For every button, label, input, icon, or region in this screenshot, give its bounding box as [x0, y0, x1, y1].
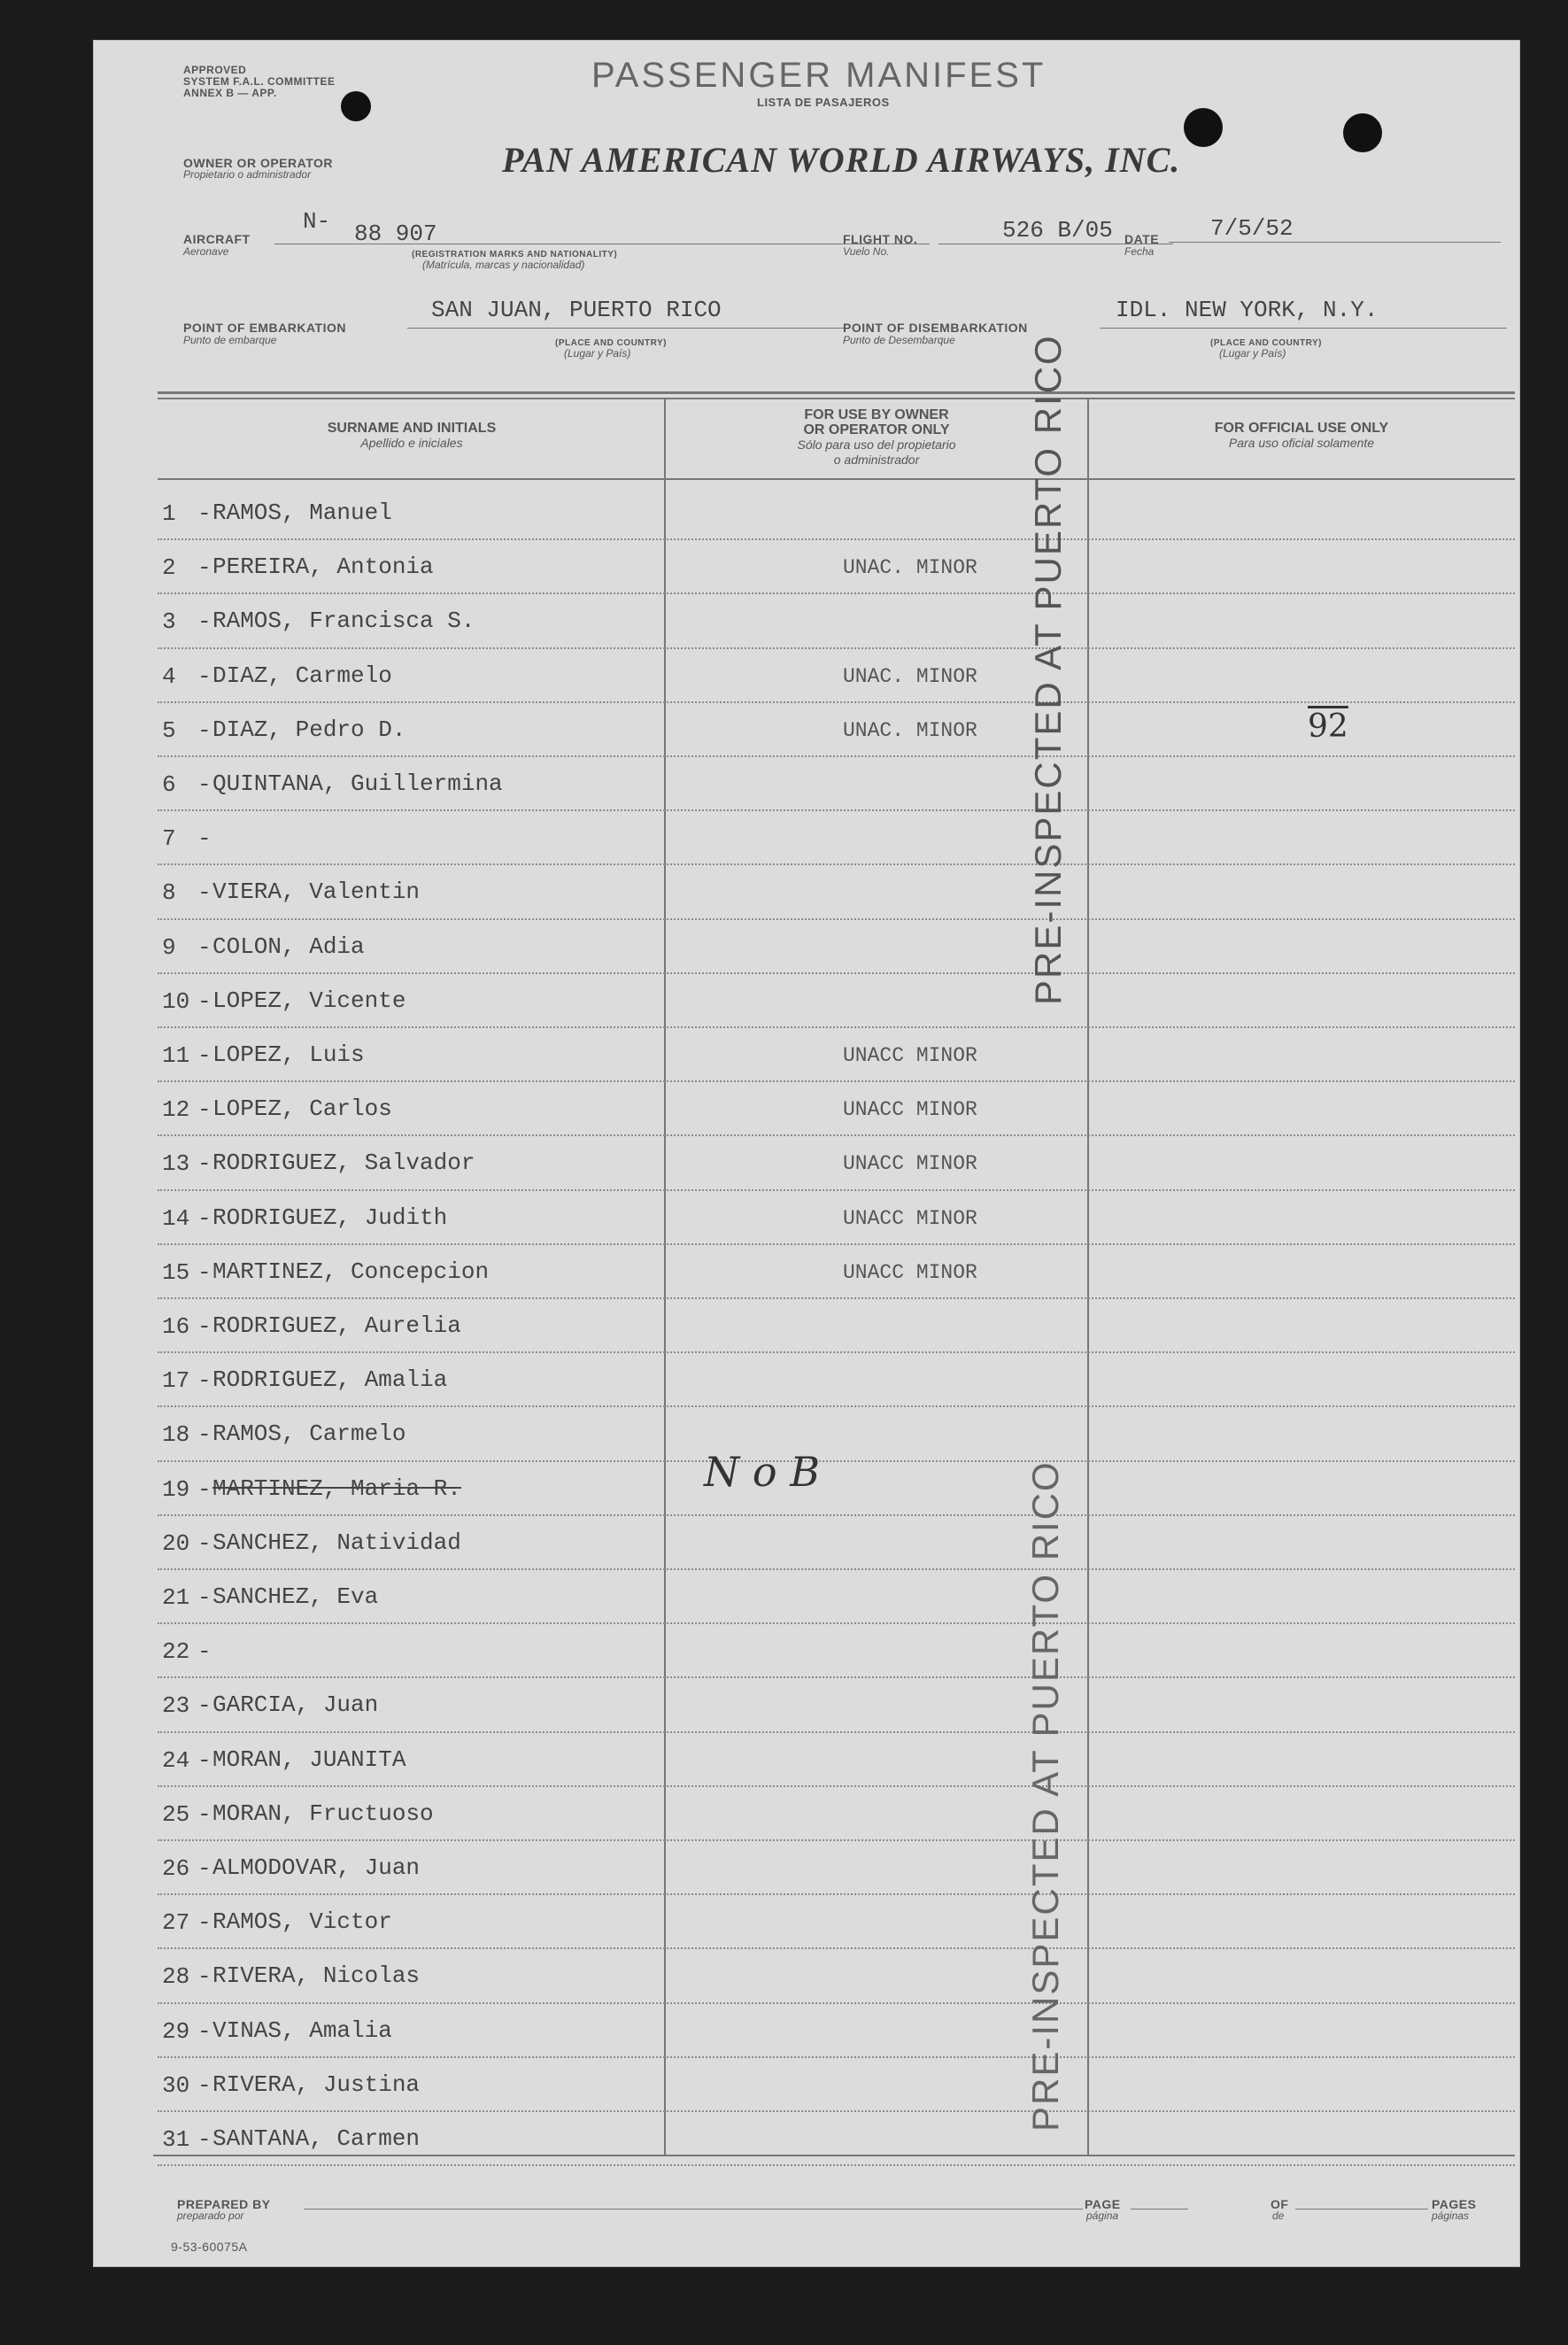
passenger-name: LOPEZ, Luis: [212, 1041, 365, 1068]
passenger-name: GARCIA, Juan: [212, 1691, 379, 1719]
passenger-name: RIVERA, Nicolas: [212, 1962, 421, 1990]
operator-note: UNACC MINOR: [843, 1098, 977, 1122]
passenger-name: RAMOS, Manuel: [212, 499, 392, 526]
table-row: [93, 1517, 1520, 1571]
table-row: [93, 866, 1520, 920]
row-number: 20: [162, 1529, 190, 1557]
row-rule: [158, 755, 1515, 757]
operator-note: UNACC MINOR: [843, 1152, 977, 1176]
owner-label: OWNER OR OPERATOR: [183, 156, 333, 170]
flight-label-es: Vuelo No.: [843, 245, 890, 258]
passenger-name: QUINTANA, Guillermina: [212, 770, 503, 797]
header-bottom-rule: [158, 478, 1515, 480]
page-label-es: página: [1086, 2210, 1119, 2222]
embark-line: [407, 328, 850, 329]
aircraft-label-es: Aeronave: [183, 245, 229, 258]
date-value: 7/5/52: [1210, 215, 1294, 242]
row-rule: [158, 1839, 1515, 1841]
row-number: 6: [162, 771, 176, 798]
approved-line-1: APPROVED: [183, 64, 247, 76]
row-dash: -: [197, 1150, 212, 1178]
passenger-name: RODRIGUEZ, Judith: [212, 1203, 448, 1231]
operator-note: UNAC. MINOR: [843, 664, 977, 688]
row-rule: [158, 1080, 1515, 1082]
passenger-name: MORAN, Fructuoso: [212, 1799, 434, 1827]
approved-line-3: ANNEX B — APP.: [183, 87, 277, 99]
pages-label-es: páginas: [1432, 2210, 1470, 2222]
row-number: 13: [162, 1150, 190, 1178]
row-number: 28: [162, 1963, 190, 1991]
flight-value: 526 B/05: [1002, 217, 1113, 244]
approved-block: [183, 65, 336, 99]
row-number: 1: [162, 500, 176, 527]
row-dash: -: [197, 1042, 212, 1069]
disembark-value: IDL. NEW YORK, N.Y.: [1116, 297, 1379, 323]
passenger-name: MORAN, JUANITA: [212, 1745, 406, 1773]
passenger-name: PEREIRA, Antonia: [212, 553, 434, 581]
embark-label-es: Punto de embarque: [183, 334, 277, 346]
row-number: 19: [162, 1475, 190, 1503]
passenger-name: LOPEZ, Vicente: [212, 987, 406, 1014]
row-number: 10: [162, 987, 190, 1015]
table-row: [93, 1625, 1520, 1679]
row-rule: [158, 1568, 1515, 1570]
passenger-name: LOPEZ, Carlos: [212, 1095, 392, 1123]
row-dash: -: [197, 1746, 212, 1774]
col-head-name-label-es: Apellido e iniciales: [360, 436, 463, 450]
aircraft-prefix: N-: [303, 208, 331, 235]
form-number: 9-53-60075A: [171, 2240, 248, 2254]
row-dash: -: [197, 662, 212, 690]
punch-hole-left: [341, 91, 371, 121]
row-number: 30: [162, 2071, 190, 2099]
operator-note: UNAC. MINOR: [843, 556, 977, 580]
row-rule: [158, 1134, 1515, 1136]
embark-place-note: (PLACE AND COUNTRY): [555, 338, 667, 348]
row-rule: [158, 1785, 1515, 1787]
row-dash: -: [197, 825, 212, 853]
row-dash: -: [197, 608, 212, 636]
table-row: [93, 595, 1520, 649]
col-head-official: [1098, 421, 1505, 451]
col-head-owner-1: FOR USE BY OWNER: [804, 407, 949, 422]
embark-value: SAN JUAN, PUERTO RICO: [431, 297, 722, 323]
page-line: [1131, 2209, 1188, 2210]
row-rule: [158, 2164, 1515, 2166]
of-label-es: de: [1272, 2210, 1285, 2222]
table-top-rule-2: [158, 398, 1515, 399]
col-head-owner-es-1: Sólo para uso del propietario: [797, 437, 956, 452]
col-head-official-label: FOR OFFICIAL USE ONLY: [1214, 421, 1389, 436]
page-label: PAGE: [1085, 2197, 1121, 2211]
punch-hole-right: [1343, 113, 1382, 152]
row-rule: [158, 647, 1515, 649]
table-row: [93, 975, 1520, 1029]
passenger-name: SANCHEZ, Eva: [212, 1583, 379, 1610]
passenger-name: MARTINEZ, Concepcion: [212, 1258, 490, 1285]
row-dash: -: [197, 933, 212, 961]
company-name: PAN AMERICAN WORLD AIRWAYS, INC.: [502, 140, 1181, 180]
table-row: [93, 1354, 1520, 1408]
handwritten-official-92: 92: [1308, 708, 1348, 745]
handwritten-nob: N o B: [704, 1448, 820, 1496]
row-rule: [158, 1351, 1515, 1353]
table-row: [93, 2113, 1520, 2167]
row-rule: [158, 1460, 1515, 1462]
table-row: [93, 2059, 1520, 2113]
row-dash: -: [197, 2017, 212, 2045]
col-head-name: [199, 421, 624, 451]
row-number: 2: [162, 554, 176, 582]
passenger-name: VIERA, Valentin: [212, 878, 421, 906]
aircraft-value: 88 907: [354, 221, 437, 247]
table-row: [93, 812, 1520, 866]
row-number: 16: [162, 1313, 190, 1340]
row-rule: [158, 2002, 1515, 2004]
row-rule: [158, 1947, 1515, 1949]
col-head-owner-2: OR OPERATOR ONLY: [803, 422, 950, 437]
table-row: [93, 1300, 1520, 1354]
prepared-by-label-es: preparado por: [177, 2210, 244, 2222]
row-rule: [158, 2110, 1515, 2112]
row-rule: [158, 1893, 1515, 1895]
row-dash: -: [197, 771, 212, 798]
registration-note: (REGISTRATION MARKS AND NATIONALITY): [412, 250, 618, 259]
table-row: [93, 1788, 1520, 1842]
row-rule: [158, 1514, 1515, 1516]
table-row: [93, 1029, 1520, 1083]
aircraft-label: AIRCRAFT: [183, 232, 251, 246]
row-rule: [158, 918, 1515, 920]
punch-hole-middle: [1184, 108, 1223, 147]
disembark-place-note: (PLACE AND COUNTRY): [1210, 338, 1322, 348]
passenger-name: VINAS, Amalia: [212, 2016, 392, 2044]
operator-note: UNAC. MINOR: [843, 718, 977, 742]
disembark-label-es: Punto de Desembarque: [843, 334, 955, 346]
row-dash: -: [197, 1692, 212, 1720]
row-dash: -: [197, 1529, 212, 1557]
table-row: [93, 1246, 1520, 1300]
row-dash: -: [197, 987, 212, 1015]
row-number: 12: [162, 1096, 190, 1124]
row-rule: [158, 1297, 1515, 1299]
owner-label-es: Propietario o administrador: [183, 168, 312, 181]
row-number: 5: [162, 716, 176, 744]
row-number: 8: [162, 879, 176, 907]
table-row: [93, 1734, 1520, 1788]
row-number: 24: [162, 1746, 190, 1774]
embark-place-note-es: (Lugar y País): [564, 347, 631, 360]
row-number: 14: [162, 1204, 190, 1232]
date-label: DATE: [1124, 232, 1160, 246]
operator-note: UNACC MINOR: [843, 1260, 977, 1284]
row-dash: -: [197, 1258, 212, 1286]
row-dash: -: [197, 1909, 212, 1937]
table-row: [93, 1842, 1520, 1896]
table-row: [93, 1679, 1520, 1733]
row-number: 4: [162, 662, 176, 690]
table-row: [93, 1137, 1520, 1191]
table-row: [93, 650, 1520, 704]
row-rule: [158, 809, 1515, 811]
operator-note: UNACC MINOR: [843, 1044, 977, 1067]
passenger-name: SANTANA, Carmen: [212, 2125, 421, 2152]
of-line: [1295, 2209, 1428, 2210]
row-number: 29: [162, 2017, 190, 2045]
table-row: [93, 1192, 1520, 1246]
row-dash: -: [197, 2126, 212, 2153]
row-dash: -: [197, 1584, 212, 1611]
row-dash: -: [197, 1475, 212, 1503]
passenger-name: RIVERA, Justina: [212, 2070, 421, 2098]
table-row: [93, 487, 1520, 541]
row-dash: -: [197, 1096, 212, 1124]
row-rule: [158, 592, 1515, 594]
pre-inspected-stamp-lower: PRE-INSPECTED AT PUERTO RICO: [1024, 1460, 1066, 2132]
approved-line-2: SYSTEM F.A.L. COMMITTEE: [183, 75, 336, 88]
table-row: [93, 704, 1520, 758]
pages-label: PAGES: [1432, 2197, 1477, 2211]
row-number: 17: [162, 1367, 190, 1395]
passenger-name: RAMOS, Francisca S.: [212, 608, 475, 635]
table-row: [93, 1083, 1520, 1137]
passenger-name: RODRIGUEZ, Aurelia: [212, 1312, 461, 1339]
passenger-name: RAMOS, Victor: [212, 1908, 392, 1936]
prepared-by-label: PREPARED BY: [177, 2197, 271, 2211]
col-head-official-label-es: Para uso oficial solamente: [1228, 436, 1375, 450]
page-title: PASSENGER MANIFEST: [591, 56, 1047, 95]
row-number: 27: [162, 1909, 190, 1937]
row-dash: -: [197, 716, 212, 744]
disembark-label: POINT OF DISEMBARKATION: [843, 321, 1028, 335]
page-title-sub: LISTA DE PASAJEROS: [757, 96, 890, 109]
row-number: 26: [162, 1855, 190, 1882]
row-rule: [158, 1189, 1515, 1191]
row-dash: -: [197, 1421, 212, 1449]
disembark-line: [1100, 328, 1507, 329]
disembark-place-note-es: (Lugar y País): [1219, 347, 1286, 360]
passenger-name: DIAZ, Pedro D.: [212, 716, 406, 743]
flight-label: FLIGHT NO.: [843, 232, 918, 246]
col-head-owner-es-2: o administrador: [833, 453, 920, 467]
row-number: 9: [162, 933, 176, 961]
embark-label: POINT OF EMBARKATION: [183, 321, 346, 335]
row-number: 11: [162, 1042, 190, 1069]
row-number: 31: [162, 2126, 190, 2153]
table-row: [93, 541, 1520, 595]
row-rule: [158, 1622, 1515, 1624]
operator-note: UNACC MINOR: [843, 1206, 977, 1230]
passenger-name: SANCHEZ, Natividad: [212, 1529, 461, 1556]
row-rule: [158, 538, 1515, 540]
table-row: [93, 921, 1520, 975]
row-number: 15: [162, 1258, 190, 1286]
row-dash: -: [197, 2071, 212, 2099]
date-line: [1169, 242, 1501, 243]
row-rule: [158, 1026, 1515, 1028]
row-number: 25: [162, 1800, 190, 1828]
row-rule: [158, 1405, 1515, 1407]
row-number: 3: [162, 608, 176, 636]
row-number: 21: [162, 1584, 190, 1611]
row-dash: -: [197, 1313, 212, 1340]
of-label: OF: [1271, 2197, 1289, 2211]
passenger-name: ALMODOVAR, Juan: [212, 1854, 421, 1881]
row-rule: [158, 1731, 1515, 1733]
table-top-rule-1: [158, 391, 1515, 394]
pre-inspected-stamp-upper: PRE-INSPECTED AT PUERTO RICO: [1027, 334, 1069, 1005]
row-number: 18: [162, 1421, 190, 1449]
row-rule: [158, 1243, 1515, 1245]
passenger-name: MARTINEZ, Maria R.: [212, 1474, 461, 1502]
row-dash: -: [197, 500, 212, 527]
row-rule: [158, 863, 1515, 865]
row-dash: -: [197, 1638, 212, 1666]
row-dash: -: [197, 554, 212, 582]
passenger-name: RAMOS, Carmelo: [212, 1420, 406, 1448]
prepared-by-line: [304, 2209, 1083, 2210]
row-rule: [158, 1676, 1515, 1678]
row-rule: [158, 701, 1515, 703]
row-dash: -: [197, 879, 212, 907]
row-dash: -: [197, 1204, 212, 1232]
col-head-owner: [677, 407, 1076, 468]
row-number: 7: [162, 825, 176, 853]
row-dash: -: [197, 1800, 212, 1828]
col-head-name-label: SURNAME AND INITIALS: [327, 421, 497, 436]
table-row: [93, 2005, 1520, 2059]
table-row: [93, 1950, 1520, 2004]
date-label-es: Fecha: [1124, 245, 1155, 258]
row-rule: [158, 2056, 1515, 2058]
passenger-name: COLON, Adia: [212, 933, 365, 960]
passenger-name: RODRIGUEZ, Amalia: [212, 1366, 448, 1394]
row-number: 22: [162, 1638, 190, 1666]
table-row: [93, 1896, 1520, 1950]
passenger-name: DIAZ, Carmelo: [212, 662, 392, 689]
manifest-page: [93, 40, 1520, 2267]
table-row: [93, 1571, 1520, 1625]
registration-note-es: (Matrícula, marcas y nacionalidad): [422, 259, 585, 271]
row-dash: -: [197, 1855, 212, 1882]
row-dash: -: [197, 1367, 212, 1395]
table-row: [93, 758, 1520, 812]
row-rule: [158, 972, 1515, 974]
row-number: 23: [162, 1692, 190, 1720]
row-dash: -: [197, 1963, 212, 1991]
passenger-name: RODRIGUEZ, Salvador: [212, 1149, 475, 1177]
